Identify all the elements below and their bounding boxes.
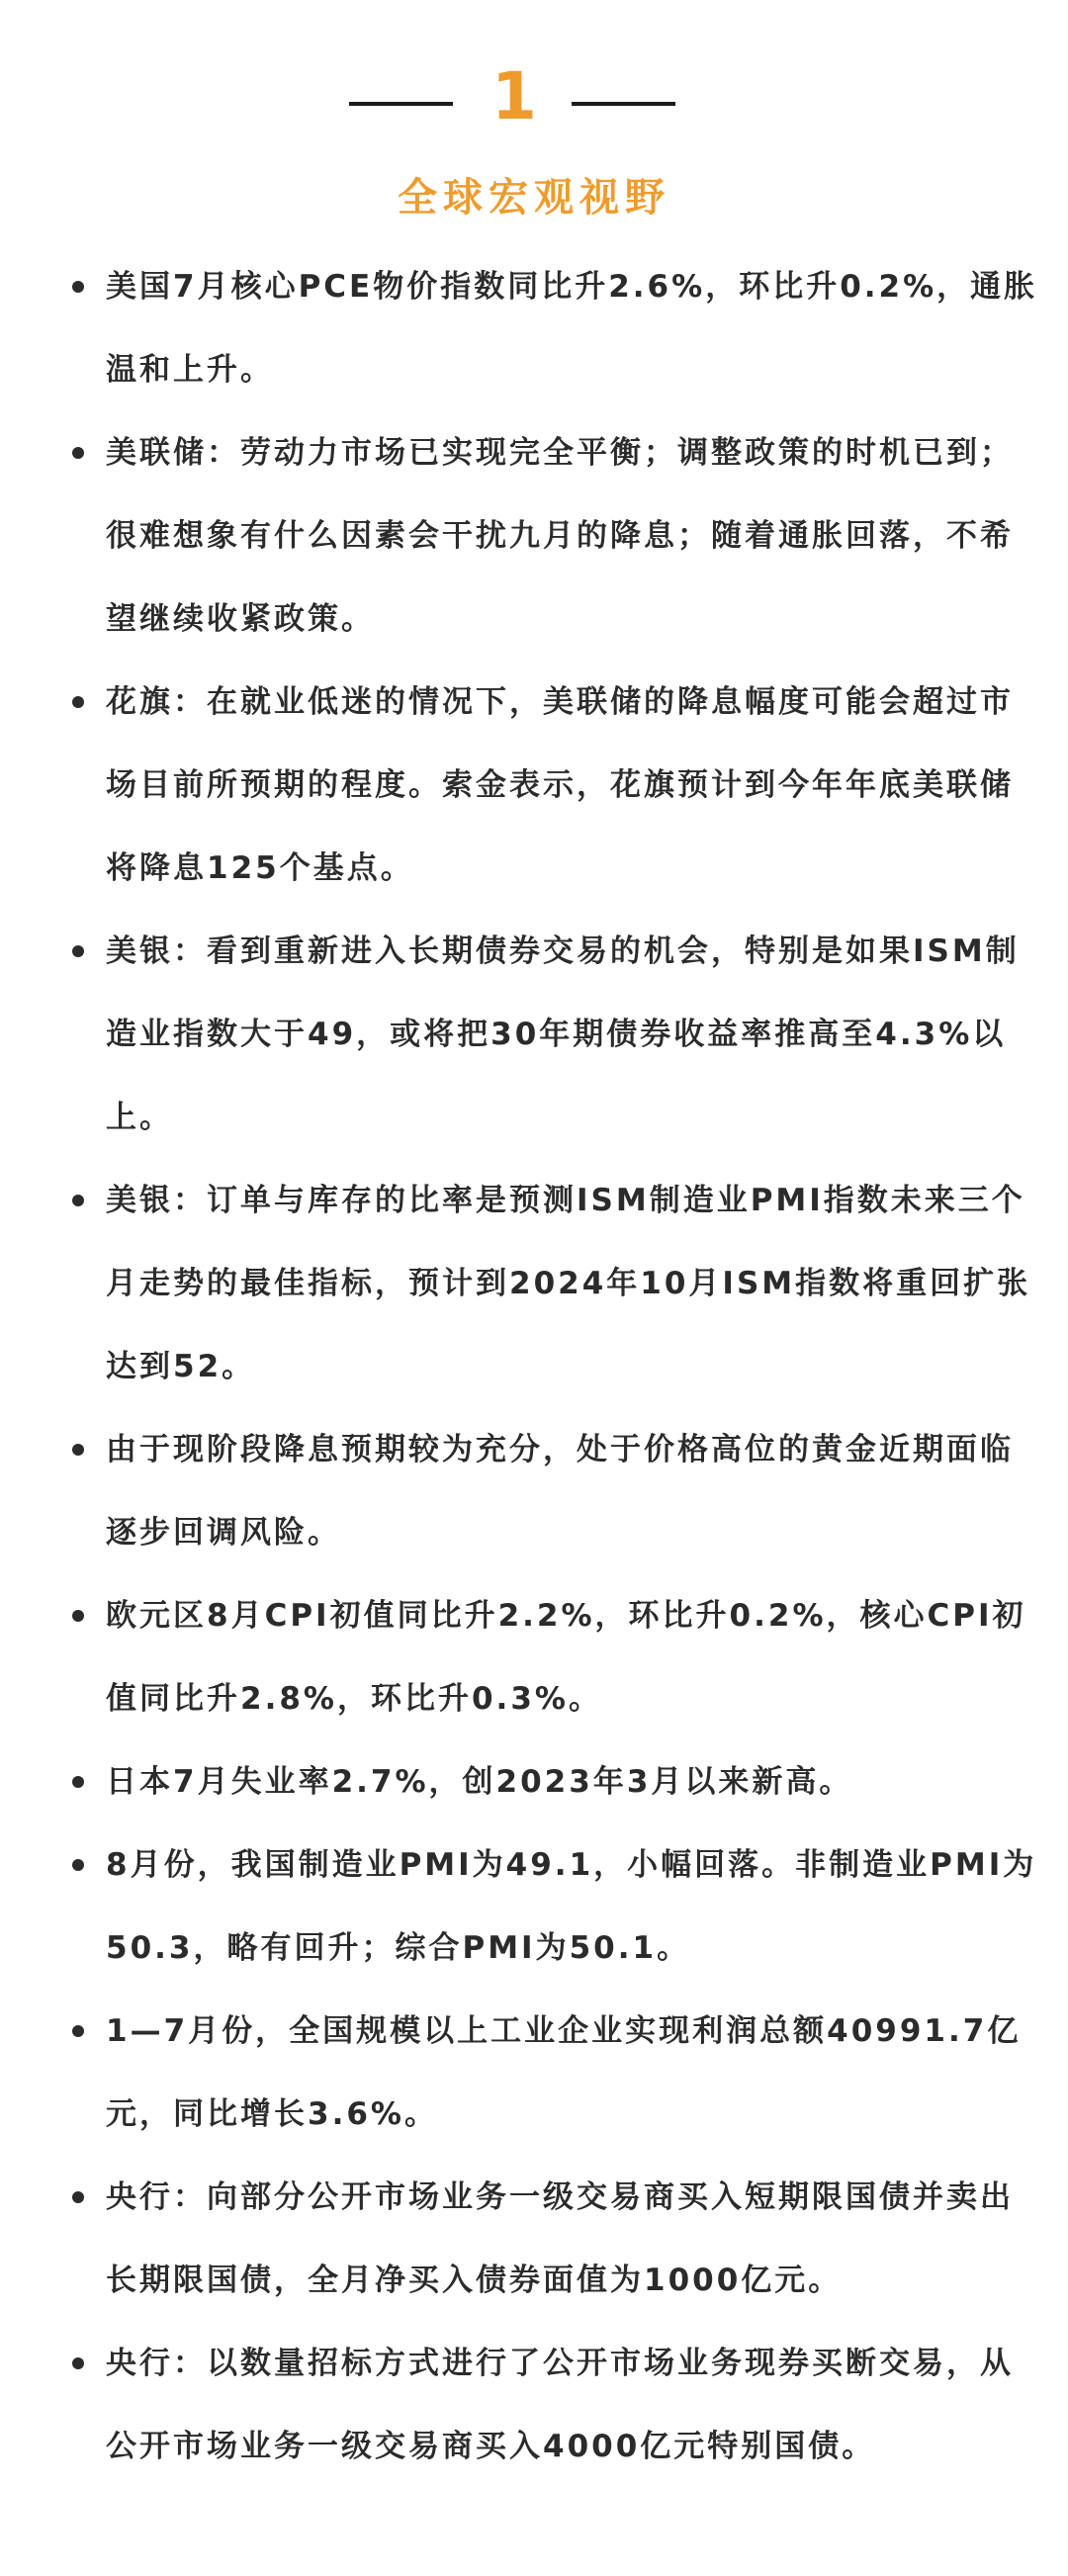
bullet-text: 央行：向部分公开市场业务一级交易商买入短期限国债并卖出长期限国债，全月净买入债券面值为1000亿元。 bbox=[106, 2179, 1014, 2298]
bullet-item bbox=[0, 1823, 1068, 1990]
bullet-text: 日本7月失业率2.7%，创2023年3月以来新高。 bbox=[106, 1764, 853, 1800]
bullet-item bbox=[0, 2322, 1068, 2488]
bullet-text: 央行：以数量招标方式进行了公开市场业务现券买断交易，从公开市场业务一级交易商买入4000亿元特别国债。 bbox=[106, 2346, 1014, 2464]
section-header bbox=[0, 0, 1068, 247]
bullet-dot-icon bbox=[72, 945, 84, 957]
bullet-item bbox=[0, 1574, 1068, 1740]
bullet-dot-icon bbox=[72, 1859, 84, 1871]
bullet-text: 美国7月核心PCE物价指数同比升2.6%，环比升0.2%，通胀温和上升。 bbox=[106, 269, 1038, 388]
bullet-item bbox=[0, 661, 1068, 910]
section-title: 全球宏观视野 bbox=[398, 175, 670, 221]
bullet-text: 8月份，我国制造业PMI为49.1，小幅回落。非制造业PMI为50.3，略有回升；综合PMI为50.1。 bbox=[106, 1847, 1037, 1966]
bullet-dot-icon bbox=[72, 281, 84, 293]
bullet-text: 由于现阶段降息预期较为充分，处于价格高位的黄金近期面临逐步回调风险。 bbox=[106, 1432, 1014, 1551]
bullet-text: 花旗：在就业低迷的情况下，美联储的降息幅度可能会超过市场目前所预期的程度。索金表示，花旗预计到今年年底美联储将降息125个基点。 bbox=[106, 684, 1014, 886]
bullet-dot-icon bbox=[72, 1195, 84, 1206]
bullet-text: 美银：订单与库存的比率是预测ISM制造业PMI指数未来三个月走势的最佳指标，预计到2024年10月ISM指数将重回扩张达到52。 bbox=[106, 1183, 1031, 1384]
section-number: 1 bbox=[491, 58, 537, 134]
right-divider bbox=[572, 102, 675, 106]
bullet-text: 美联储：劳动力市场已实现完全平衡；调整政策的时机已到；很难想象有什么因素会干扰九月的降息；随着通胀回落，不希望继续收紧政策。 bbox=[106, 435, 1014, 637]
bullet-item bbox=[0, 245, 1068, 411]
bullet-item bbox=[0, 411, 1068, 661]
bullet-item bbox=[0, 1408, 1068, 1574]
bullet-dot-icon bbox=[72, 2357, 84, 2369]
bullet-list bbox=[0, 245, 1068, 2488]
bullet-dot-icon bbox=[72, 1610, 84, 1622]
bullet-dot-icon bbox=[72, 2191, 84, 2203]
bullet-item bbox=[0, 910, 1068, 1159]
bullet-text: 美银：看到重新进入长期债券交易的机会，特别是如果ISM制造业指数大于49，或将把30年期债券收益率推高至4.3%以上。 bbox=[106, 933, 1020, 1135]
bullet-dot-icon bbox=[72, 696, 84, 708]
bullet-dot-icon bbox=[72, 447, 84, 459]
bullet-item bbox=[0, 1740, 1068, 1823]
bullet-text: 1—7月份，全国规模以上工业企业实现利润总额40991.7亿元，同比增长3.6%。 bbox=[106, 2013, 1022, 2132]
bullet-item bbox=[0, 2156, 1068, 2322]
bullet-item bbox=[0, 1159, 1068, 1408]
left-divider bbox=[349, 102, 453, 106]
bullet-item bbox=[0, 1990, 1068, 2156]
bullet-text: 欧元区8月CPI初值同比升2.2%，环比升0.2%，核心CPI初值同比升2.8%，环比升0.3%。 bbox=[106, 1598, 1026, 1717]
bullet-dot-icon bbox=[72, 2025, 84, 2037]
bullet-dot-icon bbox=[72, 1444, 84, 1456]
bullet-dot-icon bbox=[72, 1776, 84, 1788]
